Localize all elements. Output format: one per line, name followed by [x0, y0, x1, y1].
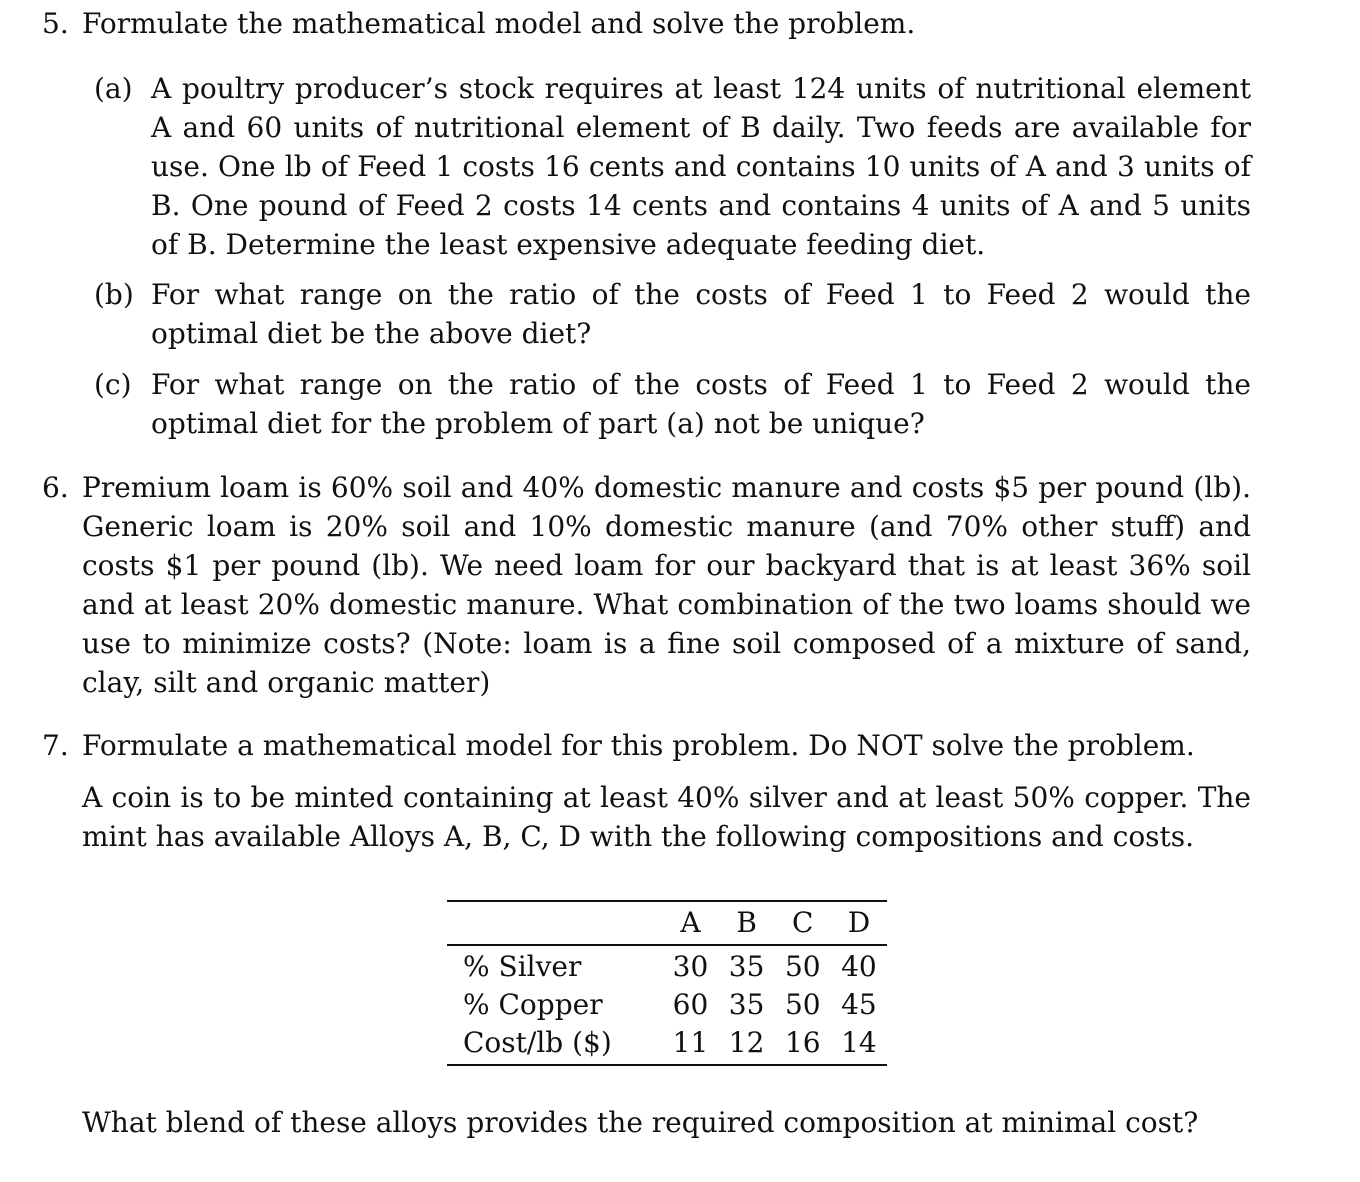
- column-header: A: [680, 906, 701, 939]
- table-cell: 12: [728, 1026, 765, 1059]
- part-text: For what range on the ratio of the costs of Feed 1 to Feed 2 would the optimal diet for the problem of part (a) not be unique?: [151, 368, 1251, 440]
- part-label: (a): [94, 72, 133, 105]
- table-row: [447, 986, 887, 1024]
- problem-number: 7.: [42, 729, 69, 762]
- table-cell: 11: [672, 1026, 709, 1059]
- table-cell: 35: [728, 950, 765, 983]
- table-cell: 45: [841, 988, 877, 1021]
- table-cell: 14: [841, 1026, 877, 1059]
- table-row: [447, 945, 887, 986]
- table-cell: 35: [728, 988, 765, 1021]
- part-text: For what range on the ratio of the costs of Feed 1 to Feed 2 would the optimal diet be the above diet?: [151, 278, 1251, 350]
- table-header-row: [447, 901, 887, 945]
- problem-header: Formulate a mathematical model for this problem. Do NOT solve the problem.: [82, 729, 1195, 762]
- table-cell: 60: [672, 988, 709, 1021]
- table-cell: 50: [784, 988, 821, 1021]
- table-corner: [447, 901, 662, 945]
- part-text: A poultry producer’s stock requires at least 124 units of nutritional element A and 60 units of nutritional element of B daily. Two feeds are available for use. One lb of Feed 1 costs 16 cents and contains 10 units of A and 3 units of B. One pound of Feed 2 costs 14 cents and contains 4 units of A and 5 units of B. Determine the least expensive adequate feeding diet.: [151, 72, 1251, 261]
- part-label: (c): [94, 368, 132, 401]
- table-cell: 30: [672, 950, 709, 983]
- column-header: D: [847, 906, 871, 939]
- problem-7-intro: A coin is to be minted containing at least 40% silver and at least 50% copper. The mint has available Alloys A, B, C, D with the following compositions and costs.: [82, 781, 1251, 853]
- part-label: (b): [94, 278, 134, 311]
- column-header: B: [736, 906, 757, 939]
- row-label: % Silver: [463, 950, 582, 983]
- problem-header: Formulate the mathematical model and solve the problem.: [82, 7, 916, 40]
- alloy-table: [447, 900, 887, 1066]
- row-label: Cost/lb ($): [463, 1026, 612, 1059]
- problem-number: 6.: [42, 471, 69, 504]
- row-label: % Copper: [463, 988, 603, 1021]
- table-cell: 40: [841, 950, 877, 983]
- problem-number: 5.: [42, 7, 69, 40]
- column-header: C: [792, 906, 814, 939]
- table-row: [447, 1024, 887, 1065]
- problem-text: Premium loam is 60% soil and 40% domestic manure and costs $5 per pound (lb). Generic loam is 20% soil and 10% domestic manure (and 70% other stuff) and costs $1 per pound (lb). We need loam for our backyard that is at least 36% soil and at least 20% domestic manure. What combination of the two loams should we use to minimize costs? (Note: loam is a fine soil composed of a mixture of sand, clay, silt and organic matter): [82, 471, 1251, 699]
- problem-7-question: What blend of these alloys provides the required composition at minimal cost?: [82, 1106, 1199, 1139]
- table-cell: 50: [784, 950, 821, 983]
- table-cell: 16: [784, 1026, 821, 1059]
